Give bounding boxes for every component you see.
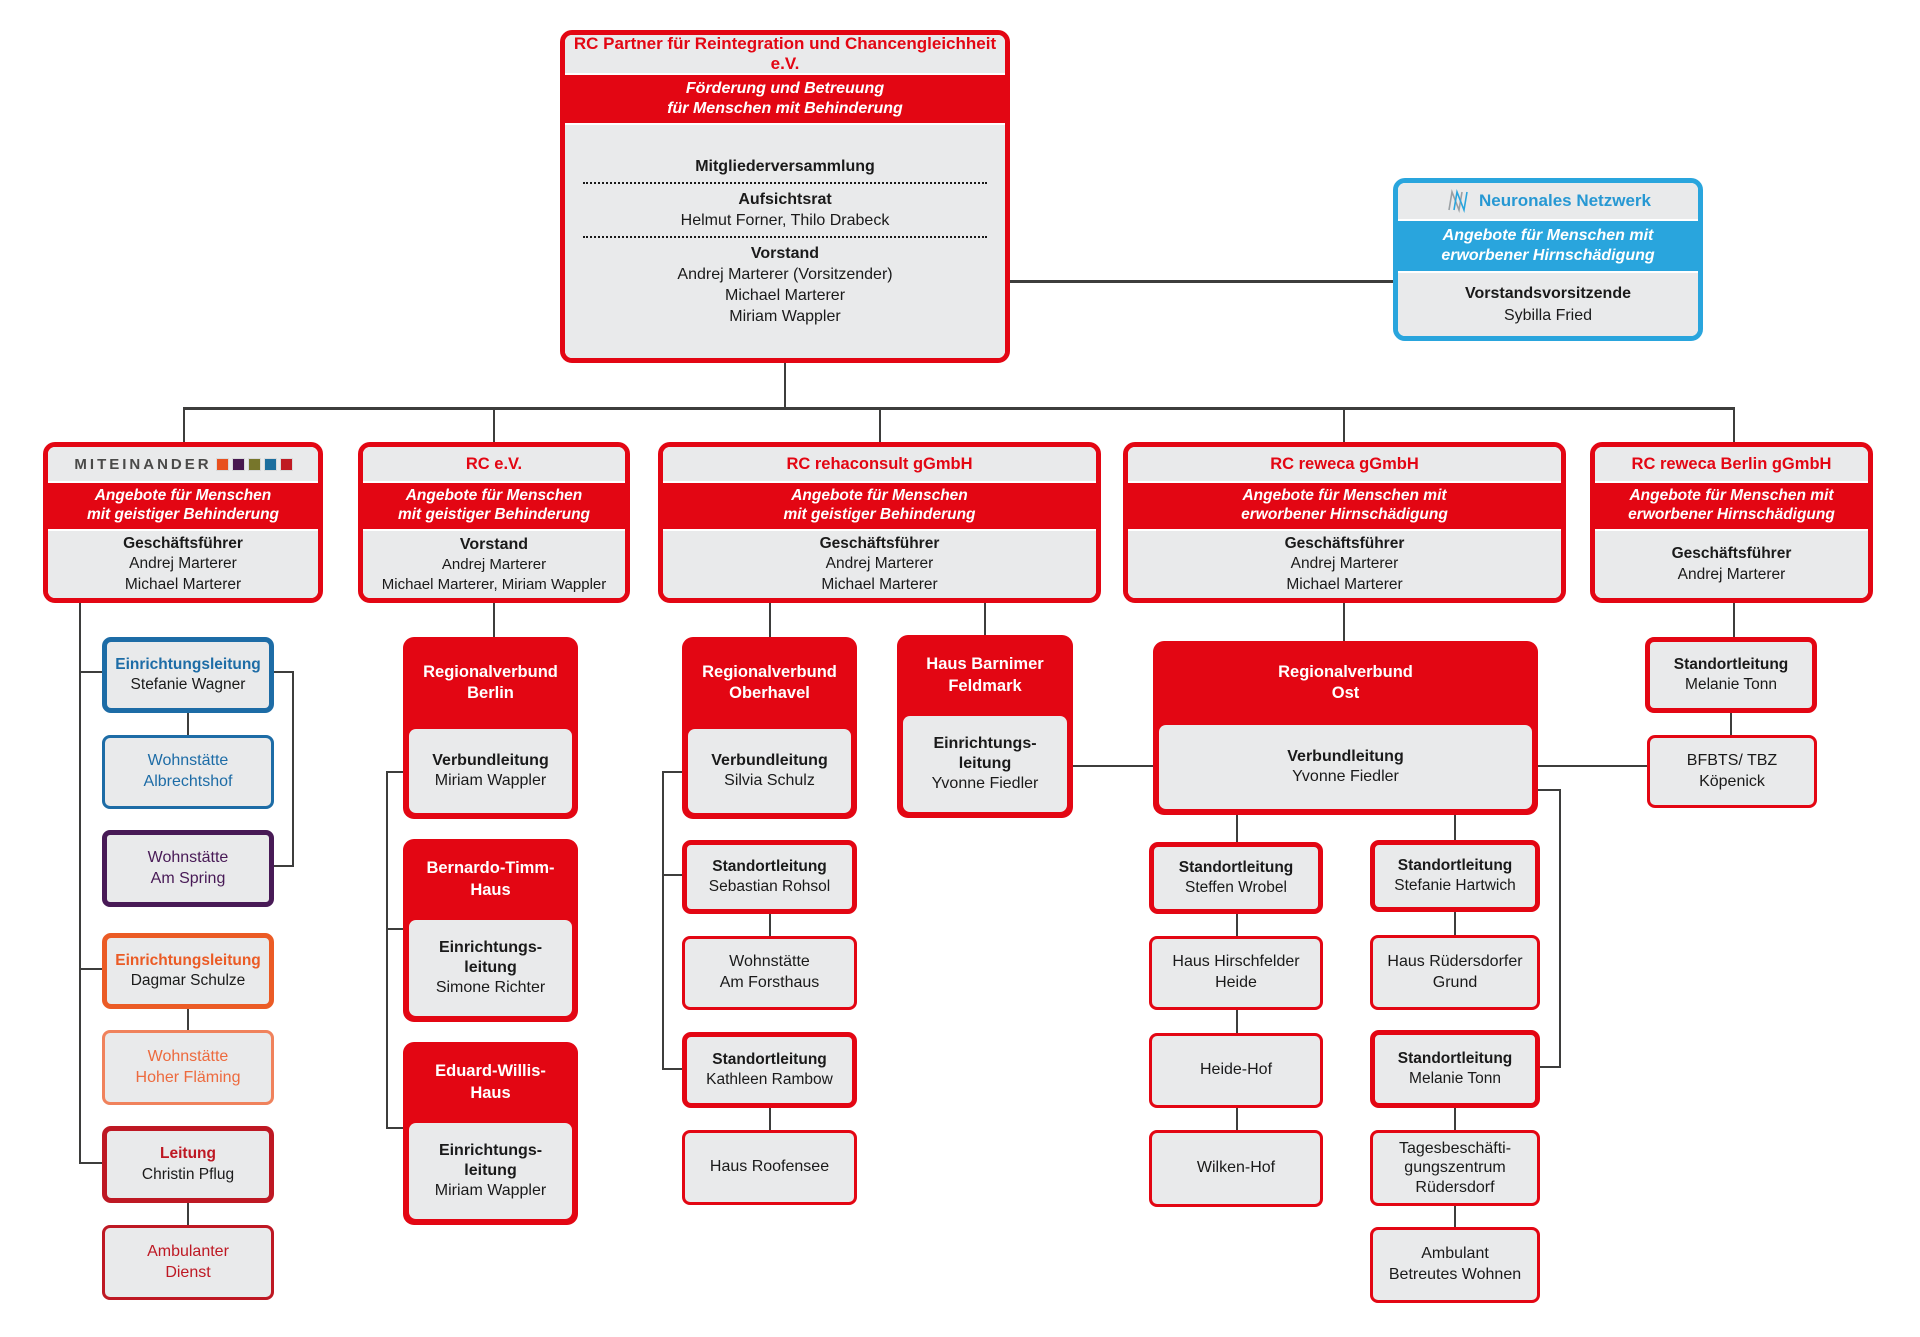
node-label: Am Forsthaus: [719, 974, 820, 991]
node-inset: [409, 920, 572, 1016]
node-label: Betreutes Wohnen: [1388, 1266, 1522, 1283]
connector-line: [1538, 765, 1647, 767]
org-node-wohnstaette-am-spring: [102, 830, 274, 907]
band-line: erworbener Hirnschädigung: [1241, 506, 1448, 523]
connector-line: [386, 771, 388, 1129]
node-role: Standortleitung: [1673, 655, 1789, 673]
miteinander-header: [48, 447, 318, 481]
node-title: [897, 635, 1073, 716]
connector-line: [386, 771, 404, 773]
node-inset: [903, 716, 1067, 812]
node-label: Hoher Fläming: [135, 1068, 241, 1086]
node-name: Yvonne Fiedler: [1292, 768, 1399, 785]
exec-member: Andrej Marterer (Vorsitzender): [677, 266, 893, 284]
title-line: Haus: [470, 1083, 511, 1102]
node-name: Kathleen Rambow: [706, 1071, 833, 1088]
node-role: Geschäftsführer: [1284, 534, 1405, 552]
org-node-rc-reweca-berlin: [1590, 442, 1873, 603]
band-line: erworbener Hirnschädigung: [1628, 506, 1835, 523]
neuronales-header: [1398, 183, 1698, 219]
connector-line: [769, 1107, 771, 1130]
exec-member: Michael Marterer: [724, 287, 846, 305]
org-node-wohnstaette-hoher-flaeming: [102, 1030, 274, 1105]
node-label: Heide-Hof: [1199, 1061, 1273, 1079]
node-role: Verbundleitung: [711, 752, 828, 769]
node-label: Wilken-Hof: [1196, 1159, 1276, 1177]
band-line: mit geistiger Behinderung: [397, 506, 591, 523]
connector-line: [662, 771, 664, 1070]
band-line: Angebote für Menschen: [405, 487, 583, 505]
org-node-standortleitung-tonn-berlin: [1645, 637, 1817, 713]
band-line: erworbener Hirnschädigung: [1441, 247, 1655, 264]
node-label: Haus Rüdersdorfer: [1387, 952, 1523, 970]
connector-line: [273, 671, 294, 673]
connector-line: [386, 1127, 404, 1129]
node-role: Einrichtungs-: [438, 1142, 543, 1159]
org-node-ambulanter-dienst: [102, 1225, 274, 1300]
org-node-rc-reweca: [1123, 442, 1566, 603]
node-name: Christin Pflug: [141, 1165, 235, 1183]
connector-line: [1236, 1010, 1238, 1033]
connector-line: [386, 928, 404, 930]
band-line: mit geistiger Behinderung: [86, 506, 280, 523]
node-name: Simone Richter: [435, 979, 546, 996]
node-name: Dagmar Schulze: [130, 972, 246, 989]
band-line: Angebote für Menschen mit: [1442, 227, 1654, 245]
branch-body: [363, 531, 625, 598]
connector-line: [662, 874, 682, 876]
logo-square-orange: [217, 459, 228, 470]
node-role: Standortleitung: [712, 1050, 827, 1068]
connector-line: [1538, 789, 1561, 791]
connector-line: [187, 1008, 189, 1031]
org-node-regionalverbund-oberhavel: [682, 637, 857, 819]
node-label: Haus Roofensee: [709, 1158, 830, 1176]
neuronales-body: [1398, 273, 1698, 336]
title-line: Ost: [1331, 684, 1360, 702]
title-line: Bernardo-Timm-: [426, 859, 555, 878]
branch-body: [663, 531, 1096, 598]
connector-line: [493, 410, 495, 443]
org-node-leitung-pflug: [102, 1126, 274, 1203]
node-label: Dienst: [165, 1263, 211, 1281]
node-name: Andrej Marterer: [1677, 565, 1786, 583]
org-node-haus-roofensee: [682, 1130, 857, 1205]
band-line: für Menschen mit Behinderung: [667, 100, 903, 117]
connector-line: [187, 712, 189, 735]
node-label: Wohnstätte: [729, 953, 810, 971]
node-label: Heide: [1215, 974, 1257, 991]
node-title: [403, 637, 578, 729]
title-line: Feldmark: [948, 676, 1022, 695]
node-role: leitung: [464, 1162, 517, 1179]
connector-line: [784, 363, 786, 408]
node-name: Melanie Tonn: [1685, 676, 1777, 693]
node-role: Verbundleitung: [432, 752, 549, 769]
org-node-regionalverbund-berlin: [403, 637, 578, 819]
org-node-ambulant-betreutes-wohnen: [1370, 1227, 1540, 1303]
connector-line: [183, 410, 185, 443]
connector-line: [79, 968, 103, 970]
node-name: Miriam Wappler: [434, 772, 547, 789]
neuronales-title: Neuronales Netzwerk: [1479, 191, 1651, 210]
connector-line: [984, 603, 986, 636]
branch-title: RC reweca gGmbH: [1128, 447, 1561, 481]
branch-band: [1595, 483, 1868, 529]
branch-body: [1128, 531, 1561, 598]
connector-line: [1454, 1108, 1456, 1130]
root-body: [565, 125, 1005, 358]
connector-line: [1236, 815, 1238, 842]
org-node-standortleitung-wrobel: [1149, 842, 1323, 914]
branch-body: [48, 531, 318, 598]
band-line: Angebote für Menschen mit: [1242, 487, 1447, 505]
node-name: Stefanie Wagner: [130, 676, 246, 693]
node-role: Standortleitung: [712, 857, 827, 875]
connector-line: [1454, 912, 1456, 935]
org-node-wilken-hof: [1149, 1130, 1323, 1207]
org-node-tagesbeschaeftigungszentrum: [1370, 1130, 1540, 1206]
node-name: Yvonne Fiedler: [931, 775, 1039, 792]
org-node-haus-hirschfelder-heide: [1149, 936, 1323, 1010]
node-label: Ambulanter: [147, 1242, 229, 1260]
node-label: Haus Hirschfelder: [1172, 953, 1300, 971]
node-name: Andrej Marterer: [825, 555, 934, 573]
node-name: Michael Marterer: [1286, 575, 1403, 593]
connector-line: [769, 913, 771, 936]
connector-line: [662, 771, 682, 773]
board-title: Aufsichtsrat: [738, 190, 832, 208]
org-node-bfbts-tbz-koepenick: [1647, 735, 1817, 808]
node-label: BFBTS/ TBZ: [1686, 751, 1778, 769]
org-node-heide-hof: [1149, 1033, 1323, 1108]
org-node-haus-ruedersdorfer-grund: [1370, 935, 1540, 1010]
branch-body: [1595, 531, 1868, 598]
node-role: Standortleitung: [1397, 1049, 1513, 1067]
node-name: Silvia Schulz: [724, 772, 815, 789]
node-name: Andrej Marterer: [441, 556, 547, 574]
node-label: gungszentrum: [1404, 1159, 1506, 1177]
title-line: Regionalverbund: [702, 662, 837, 681]
branch-band: [1128, 483, 1561, 529]
neuronales-netzwerk-logo-icon: [1445, 189, 1471, 213]
node-title: [403, 839, 578, 920]
node-name: Melanie Tonn: [1409, 1070, 1501, 1087]
connector-line: [273, 865, 294, 867]
node-role: Geschäftsführer: [1671, 545, 1792, 563]
connector-line: [769, 603, 771, 638]
branch-band: [663, 483, 1096, 529]
connector-line: [1454, 815, 1456, 840]
node-label: Wohnstätte: [147, 848, 229, 866]
node-name: Michael Marterer, Miriam Wappler: [381, 576, 607, 594]
branch-band: [48, 483, 318, 529]
node-inset: [1159, 725, 1532, 809]
branch-band: [363, 483, 625, 529]
org-node-root: [560, 30, 1010, 363]
org-node-standortleitung-tonn-ost: [1370, 1030, 1540, 1108]
node-name: Sebastian Rohsol: [708, 878, 831, 895]
node-role: Einrichtungsleitung: [115, 951, 261, 969]
node-label: Albrechtshof: [143, 773, 233, 790]
title-line: Oberhavel: [729, 684, 810, 702]
org-node-wohnstaette-am-forsthaus: [682, 936, 857, 1010]
connector-line: [79, 603, 81, 1164]
node-title: [403, 1042, 578, 1123]
node-label: Tagesbeschäfti-: [1398, 1140, 1512, 1158]
node-role: Leitung: [160, 1145, 216, 1163]
title-line: Regionalverbund: [423, 662, 558, 681]
branch-title: RC rehaconsult gGmbH: [663, 447, 1096, 481]
node-role: leitung: [958, 755, 1012, 772]
org-node-standortleitung-rambow: [682, 1032, 857, 1108]
node-name: Andrej Marterer: [1290, 555, 1399, 573]
title-line: Regionalverbund: [1278, 662, 1413, 681]
node-name: Stefanie Hartwich: [1394, 877, 1516, 894]
node-title: [682, 637, 857, 729]
connector-line: [1236, 914, 1238, 936]
band-line: mit geistiger Behinderung: [783, 506, 976, 523]
node-role: Vorstandsvorsitzende: [1465, 285, 1631, 303]
node-role: Verbundleitung: [1287, 748, 1404, 765]
node-inset: [688, 729, 851, 813]
org-node-standortleitung-rohsol: [682, 840, 857, 914]
connector-line: [1236, 1108, 1238, 1130]
exec-title: Vorstand: [750, 244, 820, 262]
org-node-wohnstaette-albrechtshof: [102, 735, 274, 809]
node-role: leitung: [464, 959, 517, 976]
connector-line: [1730, 713, 1732, 735]
dotted-divider: [583, 182, 988, 184]
node-name: Miriam Wappler: [434, 1182, 547, 1199]
node-inset: [409, 729, 572, 813]
connector-line: [493, 603, 495, 638]
band-line: Förderung und Betreuung: [685, 80, 885, 98]
node-name: Michael Marterer: [821, 575, 938, 593]
branch-title: RC e.V.: [363, 447, 625, 481]
connector-line: [1343, 410, 1345, 443]
org-node-standortleitung-hartwich: [1370, 840, 1540, 912]
node-label: Ambulant: [1421, 1245, 1489, 1263]
node-label: Köpenick: [1699, 772, 1765, 790]
miteinander-logo-text: MITEINANDER: [74, 455, 212, 473]
title-line: Eduard-Willis-: [435, 1062, 546, 1081]
connector-line: [1343, 603, 1345, 641]
org-node-bernardo-timm-haus: [403, 839, 578, 1022]
connector-line: [879, 410, 881, 443]
connector-line: [1559, 789, 1561, 1068]
connector-line: [1540, 1066, 1560, 1068]
logo-square-olive: [249, 459, 260, 470]
node-name: Michael Marterer: [124, 575, 242, 593]
connector-line: [662, 1068, 682, 1070]
org-node-haus-barnimer-feldmark: [897, 635, 1073, 818]
org-node-rc-rehaconsult: [658, 442, 1101, 603]
neuronales-band: [1398, 221, 1698, 271]
node-name: Sybilla Fried: [1503, 306, 1593, 324]
node-role: Geschäftsführer: [123, 534, 243, 552]
org-node-regionalverbund-ost: [1153, 641, 1538, 815]
root-title: RC Partner für Reintegration und Chancengleichheit e.V.: [565, 35, 1005, 73]
band-line: Angebote für Menschen: [94, 487, 272, 505]
node-label: Wohnstätte: [147, 752, 229, 770]
connector-line: [292, 671, 294, 867]
connector-line: [79, 671, 103, 673]
org-node-neuronales-netzwerk: [1393, 178, 1703, 341]
node-role: Geschäftsführer: [819, 534, 940, 552]
connector-line: [1010, 280, 1393, 283]
connector-line: [79, 1162, 103, 1164]
org-node-miteinander: [43, 442, 323, 603]
logo-square-purple: [233, 459, 244, 470]
connector-line: [187, 1202, 189, 1225]
node-label: Rüdersdorf: [1415, 1178, 1495, 1196]
band-line: Angebote für Menschen mit: [1629, 487, 1834, 505]
node-title: [1153, 641, 1538, 725]
connector-line: [1733, 410, 1735, 443]
title-line: Haus Barnimer: [926, 655, 1044, 674]
org-node-eduard-willis-haus: [403, 1042, 578, 1225]
org-node-einrichtungsleitung-wagner: [102, 637, 274, 713]
node-name: Steffen Wrobel: [1185, 879, 1287, 896]
board-members: Helmut Forner, Thilo Drabeck: [680, 211, 890, 229]
band-line: Angebote für Menschen: [791, 487, 968, 505]
exec-member: Miriam Wappler: [729, 308, 841, 326]
dotted-divider: [583, 236, 988, 238]
node-label: Am Spring: [150, 869, 226, 887]
node-inset: [409, 1123, 572, 1219]
branch-title: RC reweca Berlin gGmbH: [1595, 447, 1868, 481]
connector-line: [1733, 603, 1735, 637]
node-name: Andrej Marterer: [129, 555, 237, 573]
node-role: Standortleitung: [1178, 858, 1294, 876]
node-label: Wohnstätte: [147, 1047, 229, 1065]
node-label: Grund: [1432, 973, 1478, 991]
node-role: Vorstand: [459, 536, 529, 554]
logo-square-blue: [265, 459, 276, 470]
logo-square-red: [281, 459, 292, 470]
node-role: Einrichtungs-: [933, 735, 1037, 752]
connector-line: [1454, 1206, 1456, 1228]
connector-line: [1073, 765, 1153, 767]
miteinander-logo: [74, 456, 291, 473]
root-band: [565, 75, 1005, 123]
org-node-rc-ev: [358, 442, 630, 603]
title-line: Haus: [470, 880, 511, 899]
node-role: Einrichtungs-: [438, 939, 543, 956]
node-role: Standortleitung: [1397, 856, 1513, 874]
org-node-einrichtungsleitung-schulze: [102, 933, 274, 1009]
connector-line: [183, 407, 1735, 410]
assembly-title: Mitgliederversammlung: [695, 157, 875, 175]
title-line: Berlin: [467, 684, 514, 702]
node-role: Einrichtungsleitung: [115, 655, 261, 673]
